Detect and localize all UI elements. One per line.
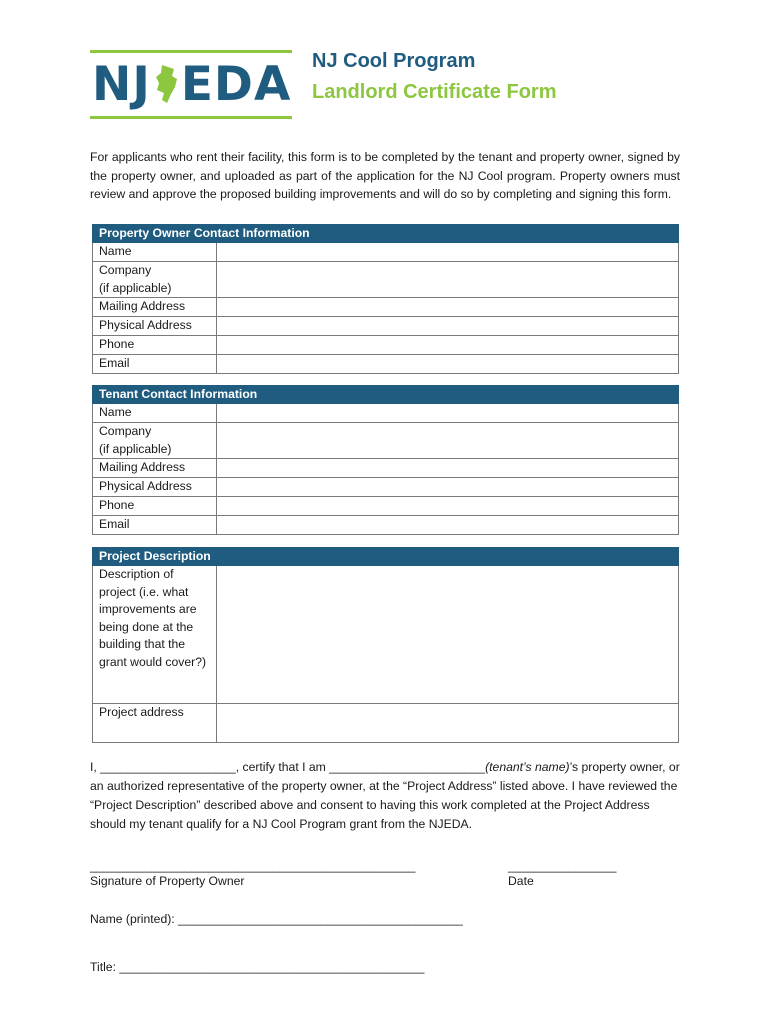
owner-name-label: Name [93, 243, 217, 261]
owner-name-field[interactable] [217, 243, 678, 261]
intro-paragraph: For applicants who rent their facility, this form is to be completed by the tenant and property owner, signed by the property owner, and uploaded as part of the application for the NJ Cool program. Property owners must review and approve the proposed building improvements and will do so by completing and signing this form. [90, 150, 680, 201]
logo-text-nj: NJ [92, 57, 151, 112]
program-title: NJ Cool Program [312, 50, 476, 72]
date-line[interactable]: ________________ [508, 859, 617, 873]
tenant-mailing-row [92, 459, 679, 478]
tenant-email-label: Email [93, 516, 217, 534]
logo-wordmark [92, 57, 292, 112]
tenant-company-row [92, 423, 679, 459]
njeda-logo [90, 50, 292, 118]
tenant-mailing-field[interactable] [217, 459, 678, 477]
project-section-header: Project Description [92, 547, 679, 566]
form-title: Landlord Certificate Form [312, 81, 557, 103]
owner-email-row [92, 355, 679, 374]
owner-mailing-row [92, 298, 679, 317]
project-address-label: Project address [93, 704, 217, 742]
tenant-section [92, 385, 679, 535]
owner-section [92, 224, 679, 374]
date-label: Date [508, 874, 534, 888]
tenant-section-header: Tenant Contact Information [92, 385, 679, 404]
tenant-phone-field[interactable] [217, 497, 678, 515]
tenant-mailing-label: Mailing Address [93, 459, 217, 477]
owner-company-field[interactable] [217, 262, 678, 297]
owner-company-label: Company (if applicable) [93, 262, 217, 297]
project-description-label: Description of project (i.e. what improvements are being done at the building that the grant would cover?) [93, 566, 217, 703]
tenant-company-label: Company (if applicable) [93, 423, 217, 458]
tenant-physical-field[interactable] [217, 478, 678, 496]
logo-bottom-rule [90, 116, 292, 119]
owner-company-row [92, 262, 679, 298]
project-description-field[interactable] [217, 566, 678, 703]
tenant-name-field[interactable] [217, 404, 678, 422]
new-jersey-state-icon [153, 64, 179, 104]
owner-section-header: Property Owner Contact Information [92, 224, 679, 243]
signature-label: Signature of Property Owner [90, 874, 245, 888]
owner-physical-row [92, 317, 679, 336]
owner-mailing-field[interactable] [217, 298, 678, 316]
tenant-company-field[interactable] [217, 423, 678, 458]
logo-text-eda: EDA [180, 57, 292, 112]
tenant-email-field[interactable] [217, 516, 678, 534]
tenant-phone-row [92, 497, 679, 516]
logo-top-rule [90, 50, 292, 53]
tenant-name-row [92, 404, 679, 423]
owner-mailing-label: Mailing Address [93, 298, 217, 316]
owner-physical-label: Physical Address [93, 317, 217, 335]
project-address-row [92, 704, 679, 743]
tenant-physical-label: Physical Address [93, 478, 217, 496]
tenant-physical-row [92, 478, 679, 497]
project-address-field[interactable] [217, 704, 678, 742]
owner-email-label: Email [93, 355, 217, 373]
owner-physical-field[interactable] [217, 317, 678, 335]
cert-part1: I, ____________________, certify that I am _______________________ [90, 760, 486, 774]
owner-phone-row [92, 336, 679, 355]
project-section [92, 547, 679, 743]
cert-part2: ’s property owner, or an authorized representative of the property owner, at the “Project Address” listed above. I have reviewed the “Project Description” described above and consent to having this work completed at the Project Address should my tenant qualify for a NJ Cool Program grant from the NJEDA. [90, 760, 680, 831]
printed-name-line[interactable]: Name (printed): __________________________________________ [90, 912, 463, 926]
tenant-email-row [92, 516, 679, 535]
owner-phone-field[interactable] [217, 336, 678, 354]
owner-phone-label: Phone [93, 336, 217, 354]
signature-line[interactable]: ________________________________________________ [90, 859, 416, 873]
project-description-row [92, 566, 679, 704]
tenant-name-label: Name [93, 404, 217, 422]
cert-tenant-name-label: (tenant’s name) [485, 760, 570, 774]
owner-email-field[interactable] [217, 355, 678, 373]
tenant-phone-label: Phone [93, 497, 217, 515]
certification-statement [90, 758, 680, 834]
owner-name-row [92, 243, 679, 262]
title-line[interactable]: Title: _____________________________________________ [90, 960, 425, 974]
